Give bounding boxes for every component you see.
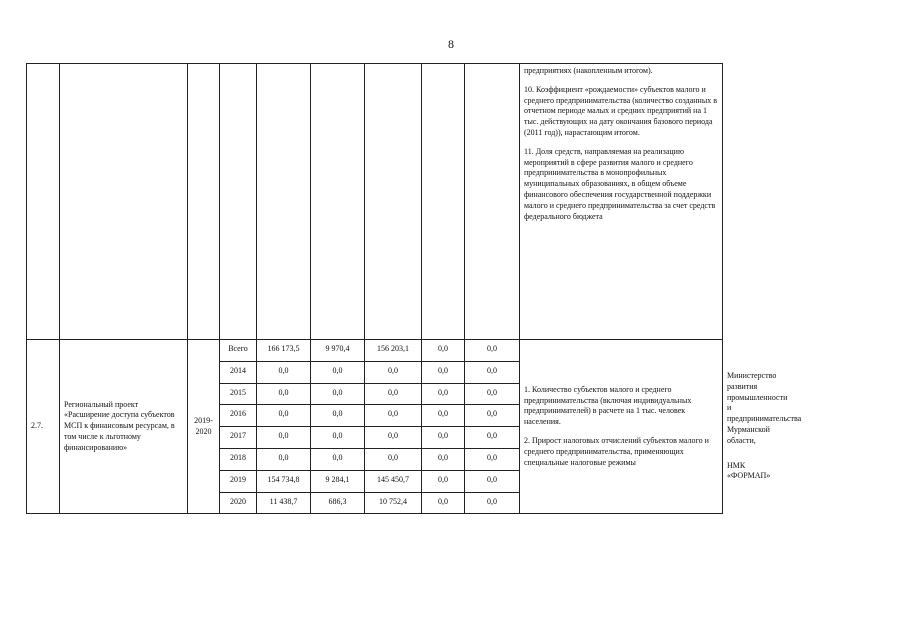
value-cell: 0,0: [365, 448, 422, 470]
value-cell: 0,0: [422, 340, 465, 362]
indicator-text: 11. Доля средств, направляемая на реализацию мероприятий в сфере развития малого и среднего предпринимательства в монопрофильных муниципальных образованиях, в общем объеме финансового обеспечения государственной поддержки малого и среднего предпринимательства за счет средств федерального бюджета: [524, 146, 716, 221]
year-label: 2018: [220, 448, 257, 470]
value-cell: 0,0: [465, 405, 520, 427]
value-cell: 166 173,5: [257, 340, 311, 362]
indicators-cell: [520, 64, 723, 340]
value-cell: 0,0: [311, 448, 365, 470]
value-cell: 0,0: [422, 405, 465, 427]
indicator-text: предприятиях (накопленным итогом).: [524, 66, 653, 75]
value-cell: 9 284,1: [311, 470, 365, 492]
value-cell: 0,0: [365, 383, 422, 405]
value-cell: 0,0: [257, 383, 311, 405]
value-cell: 0,0: [422, 361, 465, 383]
value-cell: 0,0: [422, 470, 465, 492]
value-cell: 0,0: [311, 383, 365, 405]
value-cell: 0,0: [365, 427, 422, 449]
value-cell: 0,0: [422, 427, 465, 449]
year-label: 2015: [220, 383, 257, 405]
indicators-cell: [520, 340, 723, 514]
value-cell: 0,0: [311, 405, 365, 427]
page-number: 8: [448, 37, 454, 51]
year-label: 2014: [220, 361, 257, 383]
value-cell: 9 970,4: [311, 340, 365, 362]
year-label: 2016: [220, 405, 257, 427]
value-cell: 10 752,4: [365, 492, 422, 514]
value-cell: 11 438,7: [257, 492, 311, 514]
value-cell: 0,0: [465, 383, 520, 405]
period-cell: [188, 64, 220, 340]
value-cell: 0,0: [465, 492, 520, 514]
program-table: [26, 63, 802, 514]
value-cell: 0,0: [257, 361, 311, 383]
table-row: [27, 64, 723, 340]
value-cell: 154 734,8: [257, 470, 311, 492]
value-cell: 0,0: [465, 340, 520, 362]
value-cell: 0,0: [422, 383, 465, 405]
value-cell: 0,0: [465, 470, 520, 492]
value-cell: 0,0: [311, 427, 365, 449]
year-cell: [220, 64, 257, 340]
value-cell: 145 450,7: [365, 470, 422, 492]
project-name: Региональный проект «Расширение доступа субъектов МСП к финансовым ресурсам, в том числе к льготному финансированию»: [60, 340, 188, 514]
value-cell: 0,0: [465, 427, 520, 449]
value-cell: 0,0: [257, 405, 311, 427]
number-cell: [27, 64, 60, 340]
value-cell: 686,3: [311, 492, 365, 514]
value-cell: 0,0: [465, 448, 520, 470]
value-cell: 0,0: [257, 448, 311, 470]
value-cell: 0,0: [422, 492, 465, 514]
year-label: 2019: [220, 470, 257, 492]
value-cell: 0,0: [365, 361, 422, 383]
value-cell: 0,0: [465, 361, 520, 383]
value-cell: 0,0: [365, 405, 422, 427]
year-label: Всего: [220, 340, 257, 362]
indicator-text: 2. Прирост налоговых отчислений субъектов малого и среднего предпринимательства, применяющих специальные налоговые режимы: [524, 436, 709, 467]
year-label: 2017: [220, 427, 257, 449]
value-cell: 156 203,1: [365, 340, 422, 362]
value-cell: 0,0: [311, 361, 365, 383]
table-row: 2.7. Региональный проект «Расширение доступа субъектов МСП к финансовым ресурсам, в том числе к льготному финансированию» 2019-2020 Всего 166 173,5 9 970,4 156 203,1 0,0 0,0 1. Количество субъектов малого и среднего предпринимательства (включая индивидуальных предпринимателей) в расчете на 1 тыс. человек населения. 2. Прирост налоговых отчислений субъектов малого и среднего предпринимательства, применяющих специальные налоговые режимы Министерство развития промышленности и предпринимательства Мурманской области, НМК «ФОРМАП»: [27, 340, 723, 362]
row-number: 2.7.: [27, 340, 60, 514]
indicator-text: 1. Количество субъектов малого и среднего предпринимательства (включая индивидуальных предпринимателей) в расчете на 1 тыс. человек населения.: [524, 384, 692, 427]
project-period: 2019-2020: [188, 340, 220, 514]
indicator-text: 10. Коэффициент «рождаемости» субъектов малого и среднего предпринимательства (количество созданных в отчетном периоде малых и средних предприятий на 1 тыс. действующих на дату окончания базового периода (2011 год)), нарастающим итогом.: [524, 84, 717, 137]
value-cell: 0,0: [257, 427, 311, 449]
year-label: 2020: [220, 492, 257, 514]
value-cell: 0,0: [422, 448, 465, 470]
name-cell: [60, 64, 188, 340]
